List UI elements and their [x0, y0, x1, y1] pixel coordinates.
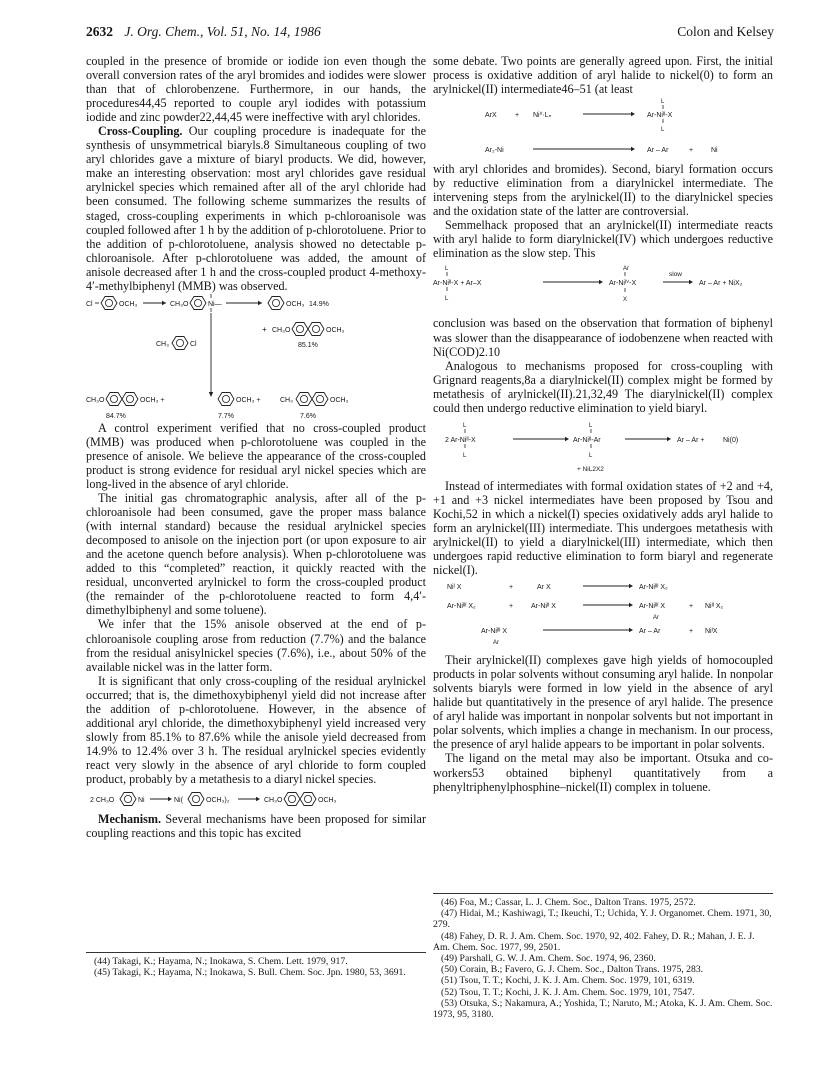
svg-text:L: L: [463, 422, 467, 429]
svg-text:Ar: Ar: [623, 266, 629, 273]
paragraph: Cross-Coupling. Our coupling procedure is inadequate for the synthesis of unsymmetrical biaryls.8 Simultaneous coupling of two aryl chlorides gave a mixture of biaryl products. We did, however, make an interesting observation: most aryl chlorides gave residual arylnickel species which remained after all of the aryl chloride had been consumed. The following scheme summarizes the results of staged, cross-coupling experiments in which p-chloroanisole was coupled followed after 1 h by the addition of p-chlorotoluene. Prior to the addition of p-chlorotoluene, analysis showed no detectable p-chloroanisole. After p-chlorotoluene was added, the amount of anisole decreased after 1 h and the cross-coupled product 4-methoxy-4′-methylbiphenyl (MMB) was observed.: [86, 124, 426, 293]
svg-text:+: +: [262, 324, 267, 334]
equation-drawing: [433, 415, 773, 479]
svg-text:+: +: [509, 603, 514, 611]
svg-text:+: +: [509, 584, 514, 592]
svg-text:Ar-Niᴵⱽ-X: Ar-Niᴵⱽ-X: [609, 280, 637, 288]
svg-text:OCH₃: OCH₃: [119, 300, 138, 308]
left-column: [86, 54, 426, 840]
svg-text:CH₃O: CH₃O: [86, 396, 105, 404]
svg-text:Ar-Niᴵᴵ-X + Ar–X: Ar-Niᴵᴵ-X + Ar–X: [433, 280, 482, 288]
svg-text:Cl: Cl: [190, 340, 197, 348]
svg-text:Ar – Ar +: Ar – Ar +: [677, 436, 705, 444]
footnote-rule: [433, 893, 773, 894]
svg-text:Ar-Niᴵᴵᴵ X: Ar-Niᴵᴵᴵ X: [481, 628, 508, 636]
yield-mmb: 7.6%: [300, 412, 316, 420]
paragraph: It is significant that only cross-coupling of the residual arylnickel occurred; that is, the dimethoxybiphenyl yield did not increase after the addition of p-chlorotoluene. However, in the absence of additional aryl chloride, the dimethoxybiphenyl yield increased very slowly from 85.1% to 87.6% while the anisole yield decreased from 14.9% to 12.4% over 3 h. The residual arylnickel species evidently react very slowly in the absence of aryl chloride to form coupled product, probably by a metathesis to a diaryl nickel species.: [86, 673, 426, 786]
reference-item: (48) Fahey, D. R. J. Am. Chem. Soc. 1970, 92, 402. Fahey, D. R.; Mahan, J. E. J. Am. Chem. Soc. 1977, 99, 2501.: [433, 930, 755, 953]
svg-text:CH₃: CH₃: [156, 340, 169, 348]
svg-text:Ar X: Ar X: [537, 584, 551, 592]
svg-text:Ar-Niᴵᴵᴵ X: Ar-Niᴵᴵᴵ X: [639, 603, 666, 611]
equation-drawing: [433, 577, 773, 653]
svg-text:OCH₃: OCH₃: [286, 300, 305, 308]
svg-text:CH₃O: CH₃O: [264, 797, 283, 805]
tsou-kochi-scheme: [433, 577, 773, 653]
svg-text:Ar – Ar: Ar – Ar: [639, 628, 661, 636]
svg-text:Niᴵ X: Niᴵ X: [447, 584, 462, 592]
paragraph: some debate. Two points are generally agreed upon. First, the initial process is oxidative addition of aryl halide to nickel(0) to form an arylnickel(II) intermediate46–51 (at least: [433, 54, 773, 97]
svg-text:Ar-Niᴵᴵ-X: Ar-Niᴵᴵ-X: [647, 112, 673, 120]
svg-text:L: L: [445, 266, 449, 273]
reference-item: (52) Tsou, T. T.; Kochi, J. K. J. Am. Chem. Soc. 1979, 101, 7547.: [441, 986, 695, 998]
svg-text:+: +: [515, 112, 520, 120]
paragraph: Semmelhack proposed that an arylnickel(II) intermediate reacts with aryl halide to form diarylnickel(IV) which undergoes reductive elimination as the slow step. This: [433, 218, 773, 261]
svg-text:2 Ar-Niᴵᴵ-X: 2 Ar-Niᴵᴵ-X: [445, 436, 476, 444]
section-heading-cross-coupling: Cross-Coupling.: [98, 124, 183, 139]
reference-item: (46) Foa, M.; Cassar, L. J. Chem. Soc., Dalton Trans. 1975, 2572.: [441, 897, 696, 908]
svg-text:Niᴵᴵ X₂: Niᴵᴵ X₂: [705, 603, 724, 611]
svg-text:ArX: ArX: [485, 112, 497, 120]
reference-item: (50) Corain, B.; Favero, G. J. Chem. Soc., Dalton Trans. 1975, 283.: [441, 964, 704, 976]
right-column: [433, 54, 773, 794]
paragraph: conclusion was based on the observation that formation of biphenyl was slower than the disappearance of iodobenzene when reacted with Ni(COD)2.10: [433, 316, 773, 359]
svg-text:OCH₃)₂: OCH₃)₂: [206, 797, 230, 805]
reference-item: (49) Parshall, G. W. J. Am. Chem. Soc. 1974, 96, 2360.: [441, 953, 656, 965]
paragraph: Their arylnickel(II) complexes gave high yields of homocoupled products in polar solvents without consuming aryl halide. In nonpolar solvents biaryls were formed in low yield in the absence of aryl halide but quantitatively in the presence of aryl halide. The presence of aryl halide was important in nonpolar solvents but not important in polar solvents, which implies a change in mechanism. In our process, the presence of aryl halide appears to be important in polar solvents.: [433, 653, 773, 752]
cross-coupling-scheme: [86, 293, 426, 421]
equation-drawing: [433, 260, 773, 316]
svg-text:Ni⁰·Lₙ: Ni⁰·Lₙ: [533, 112, 552, 120]
svg-text:+: +: [689, 147, 694, 155]
footnotes-right: [433, 893, 773, 1020]
svg-text:OCH₃: OCH₃: [318, 797, 337, 805]
svg-text:L: L: [589, 422, 593, 429]
paragraph: The ligand on the metal may also be important. Otsuka and co-workers53 obtained biphenyl quantitatively from a phenyltriphenylphosphine–nickel(II) complex in toluene.: [433, 751, 773, 794]
paragraph: We infer that the 15% anisole observed at the end of p-chloroanisole coupling arose from reduction (7.7%) and the balance from the residual anisylnickel species (7.6%), i.e., about 50% of the available nickel was in the latter form.: [86, 617, 426, 674]
reference-item: (45) Takagi, K.; Hayama, N.; Inokawa, S. Bull. Chem. Soc. Jpn. 1980, 53, 3691.: [94, 967, 406, 979]
page-number: 2632: [86, 24, 113, 39]
yield-anisole: 14.9%: [309, 300, 329, 308]
svg-text:+: +: [689, 628, 694, 636]
svg-text:OCH₃ +: OCH₃ +: [236, 396, 261, 404]
svg-text:CH₃O: CH₃O: [170, 300, 189, 308]
paragraph: with aryl chlorides and bromides). Second, biaryl formation occurs by reductive elimination from a diarylnickel intermediate. The intervening steps from the arylnickel(II) to the diarylnickel species and the oxidation state of the latter are controversial.: [433, 162, 773, 219]
equation-drawing: [433, 96, 773, 162]
oxidative-addition-equation: [433, 96, 773, 162]
running-authors: Colon and Kelsey: [677, 24, 774, 39]
svg-text:CH₃O: CH₃O: [272, 326, 291, 334]
paragraph: Analogous to mechanisms proposed for cross-coupling with Grignard reagents,8a a diarylnickel(II) complex might be formed by metathesis of arylnickel(II).21,32,49 The diarylnickel(II) complex could then undergo reductive elimination to yield biaryl.: [433, 358, 773, 415]
svg-text:OCH₃: OCH₃: [326, 326, 345, 334]
paragraph: Mechanism. Several mechanisms have been proposed for similar coupling reactions and this topic has excited: [86, 812, 426, 841]
svg-text:Cl: Cl: [86, 300, 93, 308]
svg-text:L: L: [463, 452, 467, 459]
svg-text:CH₃: CH₃: [280, 396, 293, 404]
svg-text:OCH₃ +: OCH₃ +: [140, 396, 165, 404]
reference-item: (53) Otsuka, S.; Nakamura, A.; Yoshida, T.; Naruto, M.; Atoka, K. J. Am. Chem. Soc. 1973, 95, 3180.: [433, 997, 773, 1021]
reference-item: (47) Hidai, M.; Kashiwagi, T.; Ikeuchi, T.; Uchida, Y. J. Organomet. Chem. 1971, 30, 279.: [433, 908, 772, 931]
reference-item: (51) Tsou, T. T.; Kochi, J. K. J. Am. Chem. Soc. 1979, 101, 6319.: [441, 975, 695, 987]
svg-text:X: X: [623, 297, 628, 304]
yield-mmb-left: 84.7%: [106, 412, 126, 420]
page-header: [86, 24, 774, 44]
svg-text:Ar – Ar: Ar – Ar: [647, 147, 669, 155]
journal-citation: J. Org. Chem., Vol. 51, No. 14, 1986: [124, 24, 321, 39]
svg-text:Ar: Ar: [493, 640, 499, 647]
scheme-drawing: [86, 293, 426, 421]
slow-step-label: slow: [669, 271, 683, 279]
metathesis-equation: [86, 786, 426, 812]
footnote-rule: [86, 952, 426, 953]
paragraph: coupled in the presence of bromide or iodide ion even though the overall conversion rates of the aryl bromides and iodides were slower than that of chlorobenzene. Furthermore, in our hands, the procedures44,45 reported to couple aryl iodides with potassium iodide and zinc powder22,44,45 were ineffective with aryl chlorides.: [86, 54, 426, 125]
yield-anisole-2: 7.7%: [218, 412, 234, 420]
nil2x2-label: + NiL2X2: [577, 465, 604, 473]
svg-text:NiᴵX: NiᴵX: [705, 628, 718, 636]
yield-dimethoxybiphenyl: 85.1%: [298, 341, 318, 349]
section-heading-mechanism: Mechanism.: [98, 812, 162, 827]
svg-text:Ar-Niᴵᴵᴵ X₂: Ar-Niᴵᴵᴵ X₂: [639, 584, 668, 592]
svg-text:+: +: [689, 603, 694, 611]
svg-text:Ni—: Ni—: [208, 300, 222, 308]
semmelhack-equation: [433, 260, 773, 316]
equation-drawing: [86, 786, 426, 812]
svg-text:L: L: [589, 452, 593, 459]
ni0-label: Ni(0): [723, 436, 739, 444]
svg-text:Ar – Ar + NiX₂: Ar – Ar + NiX₂: [699, 280, 743, 288]
svg-text:Ar-Niᴵᴵ-Ar: Ar-Niᴵᴵ-Ar: [573, 436, 601, 444]
svg-text:Ni: Ni: [138, 797, 145, 805]
footnotes-left: [86, 952, 426, 978]
svg-text:Ni(: Ni(: [174, 797, 183, 805]
reference-item: (44) Takagi, K.; Hayama, N.; Inokawa, S. Chem. Lett. 1979, 917.: [94, 956, 348, 967]
svg-text:2 CH₃O: 2 CH₃O: [90, 797, 115, 805]
svg-text:Ni: Ni: [711, 147, 718, 155]
svg-text:L: L: [661, 127, 665, 134]
svg-text:L: L: [445, 296, 449, 303]
paragraph: Instead of intermediates with formal oxidation states of +2 and +4, +1 and +3 nickel intermediates have been proposed by Tsou and Kochi,52 in which a nickel(I) species oxidatively adds aryl halide to form an arylnickel(III) intermediate. This undergoes metathesis with arylnickel(II) to yield a diarylnickel(III) intermediate, which then undergoes rapid reductive elimination to form biaryl and regenerate nickel(I).: [433, 478, 773, 578]
svg-text:Ar-Niᴵᴵᴵ X₂: Ar-Niᴵᴵᴵ X₂: [447, 603, 476, 611]
paragraph: The initial gas chromatographic analysis, after all of the p-chloroanisole had been consumed, gave the proper mass balance (with internal standard) because the residual arylnickel species decomposed to anisole on the injection port (or upon exposure to air and the acetone quench before analysis). When p-chlorotoluene was added to this “completed” reaction, it quickly reacted with the residual, unconverted arylnickel to form the cross-coupled product (the remainder of the p-chlorotoluene reacted to form 4,4′-dimethylbiphenyl and some toluene).: [86, 491, 426, 618]
paragraph: A control experiment verified that no cross-coupled product (MMB) was produced when p-chlorotoluene was coupled in the presence of anisole. We believe the appearance of the cross-coupled product is strong evidence for residual aryl nickel species which are long-lived in the absence of aryl chloride.: [86, 420, 426, 491]
svg-text:OCH₃: OCH₃: [330, 396, 349, 404]
svg-text:L: L: [661, 99, 665, 106]
metathesis-mechanism-equation: [433, 415, 773, 479]
svg-text:Ar: Ar: [653, 615, 659, 622]
svg-text:Ar-Niᴵᴵ X: Ar-Niᴵᴵ X: [531, 603, 556, 611]
svg-text:Ar₂-Ni: Ar₂-Ni: [485, 147, 504, 155]
